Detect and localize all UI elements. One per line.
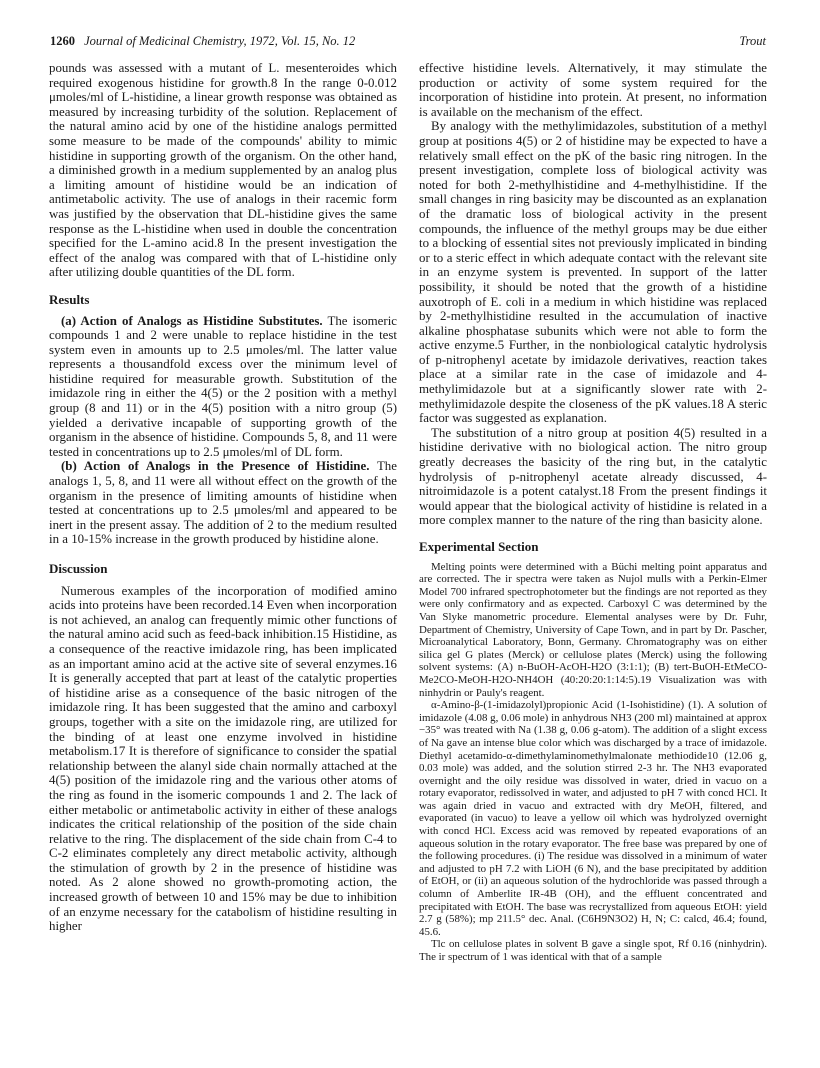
- experimental-compound-1: [419, 699, 767, 938]
- results-paragraph-a: [49, 314, 397, 460]
- results-paragraph-b: [49, 459, 397, 547]
- experimental-body: [419, 561, 767, 964]
- running-author: Trout: [739, 34, 766, 48]
- experimental-heading: Experimental Section: [419, 539, 539, 554]
- results-a-text: The isomeric compounds 1 and 2 were unable to replace histidine in the test system even in amounts up to 2.5 μmoles/ml. The latter value represents a thousandfold excess over the minimum level of histidine required for measurable growth. Substitution of the imidazole ring in either the 4(5) or the 2 position with a methyl group (8 and 11) or in the 4(5) position with a nitro group (5) yielded a derivative incapable of supporting growth of the organism in the absence of histidine. Compounds 5, 8, and 11 were tested in concentrations up to 2.5 μmoles/ml of DL form.: [49, 313, 397, 459]
- continued-paragraph: effective histidine levels. Alternatively, it may stimulate the production or activity of some system required for the incorporation of histidine into protein. At present, no information is available on the mechanism of the effect.: [419, 61, 767, 119]
- results-b-runin: (b) Action of Analogs in the Presence of Histidine.: [61, 459, 370, 474]
- page-number: 1260: [50, 34, 75, 48]
- experimental-tlc: Tlc on cellulose plates in solvent B gave a single spot, Rf 0.16 (ninhydrin). The ir spectrum of 1 was identical with that of a sample: [419, 938, 767, 963]
- compound-1-title: α-Amino-β-(1-imidazolyl)propionic Acid (1-Isohistidine) (1).: [431, 699, 704, 712]
- compound-1-procedure: A solution of imidazole (4.08 g, 0.06 mole) in anhydrous NH3 (200 ml) maintained at approx −35° was treated with Na (1.38 g, 0.06 g-atom). The addition of a slight excess of Na gave an intense blue color which was discharged by a trace of imidazole. Diethyl acetamido-α-dimethylaminomethylmalonate methiodide10 (12.06 g, 0.03 mole) was added, and the solution stirred 2-3 hr. The NH3 evaporated overnight and the oily residue was dissolved in water, dried in vacuo on a rotary evaporator, redissolved in water, and adjusted to pH 7 with concd HCl. It was again dried in vacuo and extracted with dry MeOH, filtered, and evaporated (in vacuo) to leave a yellow oil which was hydrolyzed overnight with concd HCl. Excess acid was removed by repeated evaporations of an aqueous solution in the rotary evaporator. The free base was prepared by one of the following procedures. (i) The residue was dissolved in a minimum of water and adjusted to pH 7.2 with LiOH (6 N), and the base precipitated by addition of EtOH, or (ii) an aqueous solution of the hydrochloride was passed through a column of Amberlite IR-4B (OH), and the effluent concentrated and precipitated with EtOH. The base was recrystallized from aqueous EtOH: yield 2.7 g (58%); mp 211.5° dec. Anal. (C6H9N3O2) H, N; C: calcd, 46.4; found, 45.6.: [419, 699, 767, 938]
- left-column: [49, 61, 397, 934]
- journal-citation: Journal of Medicinal Chemistry, 1972, Vol. 15, No. 12: [84, 34, 356, 48]
- discussion-heading: Discussion: [49, 561, 108, 576]
- results-a-runin: (a) Action of Analogs as Histidine Substitutes.: [61, 313, 323, 328]
- running-header: [50, 34, 766, 52]
- right-column: [419, 61, 767, 964]
- methyl-paragraph: By analogy with the methylimidazoles, substitution of a methyl group at positions 4(5) or 2 of histidine may be expected to have a relatively small effect on the pK of the basic ring nitrogen. In the present investigation, complete loss of biological activity was noted for both 2-methylhistidine and 4-methylhistidine. If the small changes in ring basicity may be discounted as an explanation of the dramatic loss of biological activity in the present compounds, the influence of the methyl groups may be due either to a blocking of essential sites not previously implicated in binding or to a steric effect in which adequate contact with the relevant site in an enzyme system is prevented. In support of the latter possibility, it should be noted that the growth of a histidine auxotroph of E. coli in a medium in which histidine was replaced by 2-methylhistidine resulted in the accumulation of inactive alkaline phosphatase subunits which were not able to form the active enzyme.5 Further, in the nonbiological catalytic hydrolysis of p-nitrophenyl acetate by imidazole derivatives, reaction takes place at a similar rate in the case of imidazole and 4-methylimidazole but at a significantly slower rate with 2-methylimidazole despite the closeness of the pK values.18 A steric factor was suggested as explanation.: [419, 119, 767, 426]
- discussion-paragraph: Numerous examples of the incorporation of modified amino acids into proteins have been recorded.14 Even when incorporation is not achieved, an analog can frequently mimic other functions of the natural amino acid such as feed-back inhibition.15 Histidine, as a consequence of the reactive imidazole ring, has been implicated as an important amino acid at the active site of several enzymes.16 It is generally accepted that part at least of the catalytic properties of histidine arise as a consequence of the basic nitrogen of the imidazole ring. It has been suggested that the amino and carboxyl groups, together with a site on the imidazole ring, are utilized for the binding of at least one enzyme involved in histidine metabolism.17 It is therefore of significance to consider the spatial relationship between the alanyl side chain normally attached at the 4(5) position of the imidazole ring and the various other atoms of the ring as found in the isomeric compounds 1 and 2. The lack of either metabolic or antimetabolic activity in either of these analogs indicates the critical relationship of the position of the side chain relative to the ring. The displacement of the side chain from C-4 to C-2 eliminates completely any direct metabolic activity, although the stimulation of growth by 2 in the presence of histidine was noted. As 2 alone showed no growth-promoting action, the increased growth of between 10 and 15% may be due to inhibition of an enzyme necessary for the catabolism of histidine resulting in higher: [49, 583, 397, 934]
- experimental-general: Melting points were determined with a Büchi melting point apparatus and are corrected. The ir spectra were taken as Nujol mulls with a Perkin-Elmer Model 700 infrared spectrophotometer but the findings are not reported as they were only confirmatory and as expected. Carboxyl C was determined by the Van Slyke manometric procedure. Elemental analyses were by Dr. Fuhr, Department of Chemistry, University of Cape Town, and in part by Dr. Pascher, Microanalytical Laboratory, Bonn, Germany. Chromatography was on either silica gel G plates (Merck) or cellulose plates (Merck) using the following solvent systems: (A) n-BuOH-AcOH-H2O (3:1:1); (B) tert-BuOH-EtMeCO-Me2CO-MeOH-H2O-NH4OH (40:20:20:1:14:5).19 Visualization was with ninhydrin or Pauly's reagent.: [419, 560, 767, 699]
- results-b-text: The analogs 1, 5, 8, and 11 were all without effect on the growth of the organism in the presence of limiting amounts of histidine when tested at concentrations up to 2.5 μmoles/ml and appeared to be inert in the present assay. The addition of 2 to the medium resulted in a 10-15% increase in the growth produced by histidine alone.: [49, 459, 397, 547]
- results-heading: Results: [49, 291, 90, 307]
- nitro-paragraph: The substitution of a nitro group at position 4(5) resulted in a histidine derivative with no biological action. The nitro group greatly decreases the basicity of the ring but, in the catalytic hydrolysis of p-nitrophenyl acetate already discussed, 4-nitroimidazole is a potent catalyst.18 From the present findings it would appear that the biological activity of histidine is related in a more complex manner to the nature of the ring than basicity alone.: [419, 425, 767, 528]
- intro-paragraph: pounds was assessed with a mutant of L. mesenteroides which required exogenous histidine for growth.8 In the range 0-0.012 μmoles/ml of L-histidine, a linear growth response was obtained as measured by increasing turbidity of the solution. Replacement of the natural amino acid by one of the histidine analogs permitted some measure to be made of the compounds' ability to mimic histidine in supporting growth of the organism. On the other hand, a diminished growth in a medium supplemented by an analog plus a limiting amount of histidine would be an indication of antimetabolic activity. The use of analogs in their racemic form was justified by the observation that DL-histidine gives the same response as the L-histidine when used in double the concentration specified for the L-amino acid.8 In the present investigation the effect of the analog was compared with that of L-histidine only after utilizing double quantities of the DL form.: [49, 61, 397, 280]
